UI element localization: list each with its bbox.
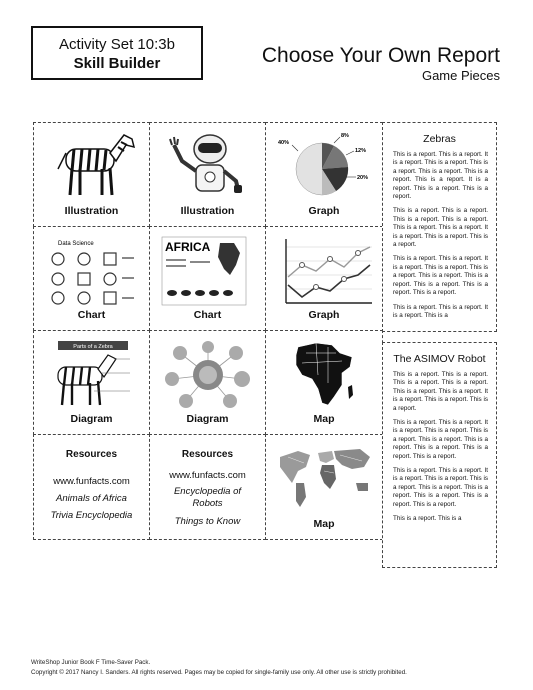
zebra-illustration-icon — [44, 131, 141, 201]
report-paragraph: This is a report. This is a report. It is a report. This is a report. This is a report. This is a report. This is a report. This is a report. This is a report. This is a report. — [393, 255, 488, 297]
pie-label: 20% — [357, 175, 369, 181]
diagram-title: Parts of a Zebra — [73, 344, 113, 350]
skill-builder-label: Skill Builder — [73, 55, 161, 72]
report-paragraph: This is a report. This is a report. This is a report. This is a report. This is a report. This is a report. It is a report. This is a report. This is a report. — [393, 207, 488, 249]
card-resources-robot — [149, 434, 266, 540]
card-caption: Diagram — [70, 413, 113, 425]
card-caption: Graph — [308, 309, 340, 321]
card-caption: Chart — [77, 309, 106, 321]
report-paragraph: This is a report. This is a report. It is a report. This is a report. This is a report. This is a report. This is a report. This is a report. It is a report. This is a report. This is a report. — [393, 151, 488, 201]
page-title: Choose Your Own Report — [261, 44, 500, 67]
chart-title: Data Science — [58, 241, 94, 247]
card-caption: Diagram — [186, 413, 229, 425]
card-graph-line — [265, 226, 383, 331]
card-caption: Illustration — [64, 205, 119, 217]
card-illustration-robot — [149, 122, 266, 227]
world-map-icon — [276, 443, 374, 515]
report-paragraph: This is a report. This is a report. It is a report. This is a — [393, 303, 488, 319]
resource-book: Trivia Encyclopedia — [50, 510, 133, 521]
card-chart-africa — [149, 226, 266, 331]
resource-book: Animals of Africa — [56, 493, 127, 504]
resource-book: Encyclopedia of — [173, 486, 242, 497]
footer-copyright: Copyright © 2017 Nancy I. Sanders. All rights reserved. Pages may be copied for single-family use only. All other use is strictly prohibited. — [31, 669, 407, 676]
card-caption: Illustration — [180, 205, 235, 217]
page-subtitle: Game Pieces — [421, 68, 500, 83]
pie-label: 8% — [341, 133, 349, 139]
report-title: The ASIMOV Robot — [393, 353, 486, 365]
card-caption: Map — [313, 413, 335, 425]
resource-link: www.funfacts.com — [53, 476, 130, 487]
resource-link: www.funfacts.com — [169, 470, 246, 481]
resources-title: Resources — [181, 449, 234, 460]
africa-map-icon — [276, 339, 374, 411]
data-science-chart-icon — [44, 235, 141, 307]
pie-chart-icon — [276, 131, 374, 201]
line-graph-icon — [276, 235, 374, 307]
card-diagram-zebra — [33, 330, 150, 435]
robot-illustration-icon — [160, 131, 257, 201]
zebra-diagram-icon — [44, 339, 141, 411]
report-card-zebras — [382, 122, 497, 332]
report-card-asimov-robot — [382, 342, 497, 568]
pie-label: 12% — [355, 148, 367, 154]
report-title: Zebras — [423, 133, 456, 145]
infographic-title: AFRICA — [165, 240, 211, 254]
card-resources-zebra — [33, 434, 150, 540]
report-paragraph: This is a report. This is a — [393, 515, 462, 523]
card-caption: Chart — [193, 309, 222, 321]
resources-title: Resources — [65, 449, 118, 460]
report-paragraph: This is a report. This is a report. It is a report. This is a report. This is a report. This is a report. This is a report. This is a report. This is a report. This is a report. — [393, 419, 488, 460]
card-caption: Map — [313, 518, 335, 530]
activity-set-label: Activity Set 10:3b — [59, 36, 175, 53]
card-map-africa — [265, 330, 383, 435]
resource-book: Things to Know — [174, 516, 241, 527]
card-graph-pie — [265, 122, 383, 227]
africa-infographic-icon — [160, 235, 257, 307]
resource-book: Robots — [192, 498, 223, 509]
footer-line-1: WriteShop Junior Book F Time-Saver Pack. — [31, 659, 151, 666]
card-illustration-zebra — [33, 122, 150, 227]
card-diagram-bubbles — [149, 330, 266, 435]
pie-label: 40% — [278, 140, 290, 146]
card-map-world — [265, 434, 383, 540]
report-paragraph: This is a report. This is a report. This is a report. This is a report. This is a report. This is a report. It is a report. This is a report. This is a report. — [393, 371, 488, 412]
card-caption: Graph — [308, 205, 340, 217]
activity-set-box — [31, 26, 203, 80]
bubble-diagram-icon — [160, 339, 257, 411]
card-chart-data-science — [33, 226, 150, 331]
report-paragraph: This is a report. This is a report. It is a report. This is a report. This is a report. This is a report. This is a report. This is a report. This is a report. This is a report. — [393, 467, 488, 508]
